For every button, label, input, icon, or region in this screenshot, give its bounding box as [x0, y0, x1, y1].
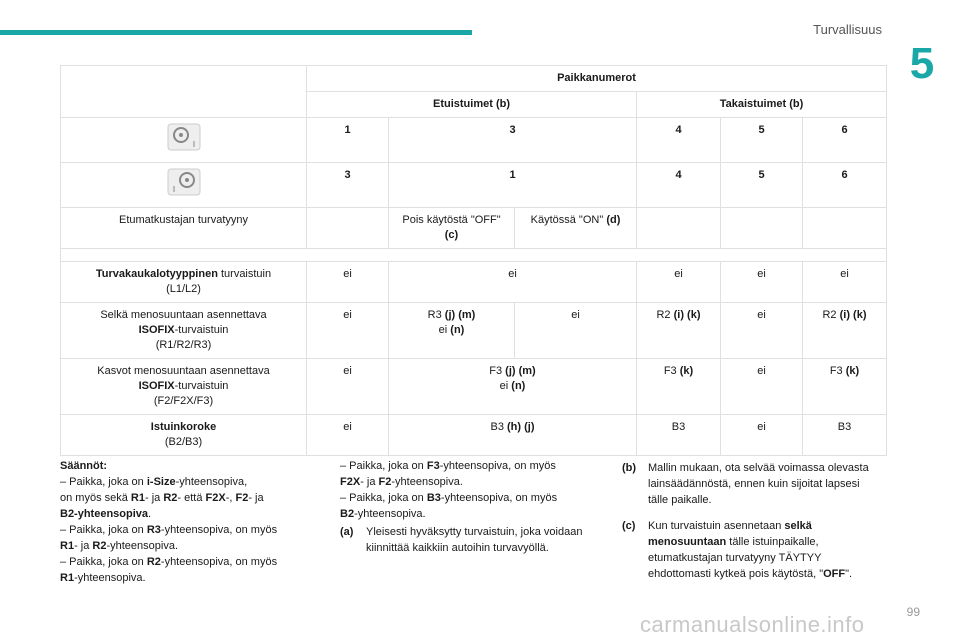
universal-c4: ei	[721, 262, 803, 303]
lhd-seat-1: 1	[307, 118, 389, 163]
steering-wheel-left-icon	[167, 123, 201, 151]
accent-bar	[0, 30, 472, 35]
booster-c5: B3	[803, 415, 887, 456]
booster-c2: B3 (h) (j)	[389, 415, 637, 456]
lhd-seat-4: 5	[721, 118, 803, 163]
front-seats-header: Etuistuimet (b)	[307, 92, 637, 118]
rhd-seat-1: 3	[307, 163, 389, 208]
notes-column	[622, 458, 872, 582]
note-c: (c) Kun turvaistuin asennetaan selkä menosuuntaan tälle istuinpaikalle, etumatkustajan turvatyyny TÄYTYY ehdottomasti kytkeä pois käytöstä, "OFF".	[622, 520, 853, 580]
booster-c3: B3	[637, 415, 721, 456]
rear-facing-c1: ei	[307, 303, 389, 359]
chapter-number: 5	[909, 39, 935, 88]
note-a: (a) Yleisesti hyväksytty turvaistuin, joka voidaan kiinnittää kaikkiin autoihin turvavyöllä.	[340, 526, 583, 554]
forward-facing-c4: ei	[721, 359, 803, 415]
spacer-row	[61, 249, 887, 262]
forward-facing-c3: F3 (k)	[637, 359, 721, 415]
rhd-seat-5: 6	[803, 163, 887, 208]
section-title: Turvallisuus	[813, 22, 882, 37]
rules-column-2	[340, 458, 590, 556]
steering-wheel-right-icon	[167, 168, 201, 196]
lhd-seat-5: 6	[803, 118, 887, 163]
universal-c1: ei	[307, 262, 389, 303]
lhd-seat-2: 3	[389, 118, 637, 163]
rule-r2: – Paikka, joka on R2-yhteensopiva, on myös R1-yhteensopiva.	[60, 556, 278, 584]
rule-f3: – Paikka, joka on F3-yhteensopiva, on myös F2X- ja F2-yhteensopiva.	[340, 460, 556, 488]
lhd-icon-cell	[61, 118, 307, 163]
universal-c2: ei	[389, 262, 637, 303]
rear-facing-c3: ei	[515, 303, 637, 359]
universal-c3: ei	[637, 262, 721, 303]
universal-c5: ei	[803, 262, 887, 303]
rule-isize: – Paikka, joka on i-Size-yhteensopiva, on myös sekä R1- ja R2- että F2X-, F2- ja B2-yhteensopiva.	[60, 476, 264, 520]
rhd-seat-4: 5	[721, 163, 803, 208]
seat-table-wrapper	[60, 65, 886, 456]
airbag-empty	[307, 208, 389, 249]
booster-c4: ei	[721, 415, 803, 456]
rear-facing-c6: R2 (i) (k)	[803, 303, 887, 359]
forward-facing-c5: F3 (k)	[803, 359, 887, 415]
rear-facing-c5: ei	[721, 303, 803, 359]
table-title: Paikkanumerot	[307, 66, 887, 92]
rear-facing-c4: R2 (i) (k)	[637, 303, 721, 359]
rear-facing-c2: R3 (j) (m) ei (n)	[389, 303, 515, 359]
airbag-label: Etumatkustajan turvatyyny	[61, 208, 307, 249]
note-b: (b) Mallin mukaan, ota selvää voimassa olevasta lainsäädännöstä, ennen kuin sijoitat lapsesi tälle paikalle.	[622, 462, 869, 506]
booster-c1: ei	[307, 415, 389, 456]
rhd-seat-2: 1	[389, 163, 637, 208]
forward-facing-c2: F3 (j) (m) ei (n)	[389, 359, 637, 415]
rule-r3: – Paikka, joka on R3-yhteensopiva, on myös R1- ja R2-yhteensopiva.	[60, 524, 278, 552]
airbag-off: Pois käytöstä "OFF" (c)	[389, 208, 515, 249]
page-number: 99	[906, 605, 920, 619]
forward-facing-c1: ei	[307, 359, 389, 415]
rhd-seat-3: 4	[637, 163, 721, 208]
watermark: carmanualsonline.info	[640, 612, 865, 637]
lhd-seat-3: 4	[637, 118, 721, 163]
rules-column	[60, 458, 310, 586]
seat-table	[60, 65, 887, 456]
rule-b3: – Paikka, joka on B3-yhteensopiva, on myös B2-yhteensopiva.	[340, 492, 558, 520]
forward-facing-label: Kasvot menosuuntaan asennettava ISOFIX-turvaistuin (F2/F2X/F3)	[61, 359, 307, 415]
rear-facing-label: Selkä menosuuntaan asennettava ISOFIX-turvaistuin (R1/R2/R3)	[61, 303, 307, 359]
rhd-icon-cell	[61, 163, 307, 208]
table-corner	[61, 66, 307, 118]
rear-seats-header: Takaistuimet (b)	[637, 92, 887, 118]
universal-label: Turvakaukalotyyppinen turvaistuin (L1/L2)	[61, 262, 307, 303]
booster-label: Istuinkoroke (B2/B3)	[61, 415, 307, 456]
rules-heading: Säännöt:	[60, 460, 108, 472]
airbag-on: Käytössä "ON" (d)	[515, 208, 637, 249]
